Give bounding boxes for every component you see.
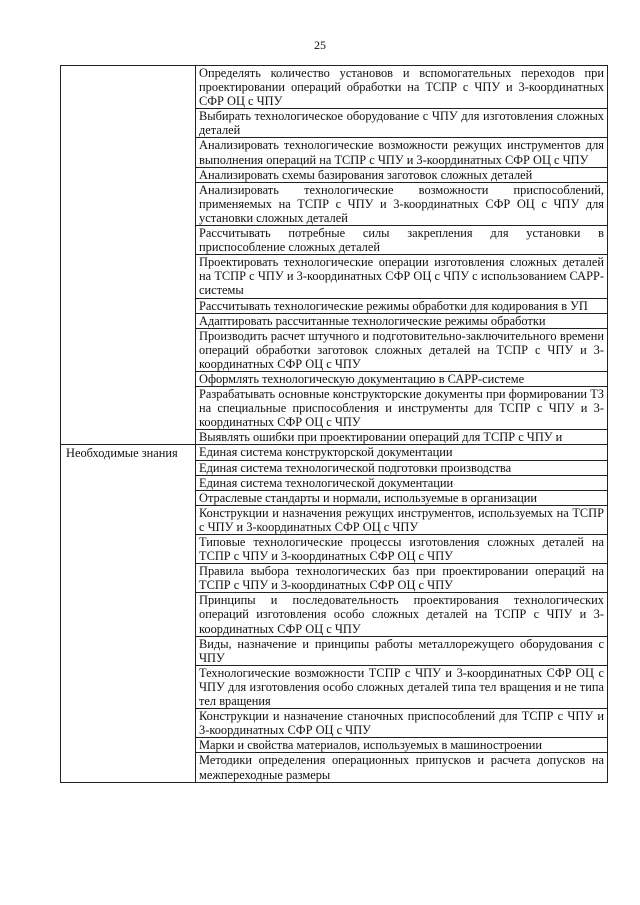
requirement-item: Правила выбора технологических баз при проектировании операций на ТСПР с ЧПУ и 3-координатных СФР ОЦ с ЧПУ	[196, 564, 608, 593]
requirement-item: Оформлять технологическую документацию в САРР-системе	[196, 371, 608, 386]
requirement-item: Разрабатывать основные конструкторские документы при формировании ТЗ на специальные приспособления и инструменты для ТСПР с ЧПУ и 3-координатных СФР ОЦ с ЧПУ	[196, 387, 608, 430]
requirement-item: Марки и свойства материалов, используемых в машиностроении	[196, 738, 608, 753]
requirement-item: Единая система технологической подготовки производства	[196, 460, 608, 475]
requirement-item: Типовые технологические процессы изготовления сложных деталей на ТСПР с ЧПУ и 3-координатных СФР ОЦ с ЧПУ	[196, 535, 608, 564]
requirement-item: Выявлять ошибки при проектировании операций для ТСПР с ЧПУ и	[196, 430, 608, 445]
requirement-item: Конструкции и назначение станочных приспособлений для ТСПР с ЧПУ и 3-координатных СФР ОЦ с ЧПУ	[196, 709, 608, 738]
table-row	[61, 445, 608, 460]
requirement-item: Анализировать схемы базирования заготовок сложных деталей	[196, 167, 608, 182]
requirement-item: Конструкции и назначения режущих инструментов, используемых на ТСПР с ЧПУ и 3-координатных СФР ОЦ с ЧПУ	[196, 505, 608, 534]
page-number: 25	[314, 38, 326, 52]
requirement-item: Производить расчет штучного и подготовительно-заключительного времени операций обработки заготовок сложных деталей на ТСПР с ЧПУ и 3-координатных СФР ОЦ с ЧПУ	[196, 328, 608, 371]
requirement-item: Определять количество установов и вспомогательных переходов при проектировании операций обработки на ТСПР с ЧПУ и 3-координатных СФР ОЦ с ЧПУ	[196, 66, 608, 109]
requirement-item: Технологические возможности ТСПР с ЧПУ и 3-координатных СФР ОЦ с ЧПУ для изготовления особо сложных деталей типа тел вращения и не типа тел вращения	[196, 665, 608, 708]
requirement-item: Виды, назначение и принципы работы металлорежущего оборудования с ЧПУ	[196, 636, 608, 665]
table-body	[61, 66, 608, 783]
requirement-item: Единая система технологической документации	[196, 475, 608, 490]
requirement-item: Единая система конструкторской документации	[196, 445, 608, 460]
requirement-item: Отраслевые стандарты и нормали, используемые в организации	[196, 490, 608, 505]
requirements-table	[60, 65, 608, 783]
table-row	[61, 66, 608, 109]
requirement-item: Анализировать технологические возможности режущих инструментов для выполнения операций на ТСПР с ЧПУ и 3-координатных СФР ОЦ с ЧПУ	[196, 138, 608, 167]
requirement-item: Проектировать технологические операции изготовления сложных деталей на ТСПР с ЧПУ и 3-координатных СФР ОЦ с ЧПУ с использованием САРР-системы	[196, 255, 608, 298]
requirement-item: Методики определения операционных припусков и расчета допусков на межпереходные размеры	[196, 753, 608, 782]
requirement-item: Принципы и последовательность проектирования технологических операций изготовления особо сложных деталей на ТСПР с ЧПУ и 3-координатных СФР ОЦ с ЧПУ	[196, 593, 608, 636]
section-label	[64, 66, 192, 67]
section-label-cell	[61, 66, 196, 445]
requirement-item: Рассчитывать технологические режимы обработки для кодирования в УП	[196, 298, 608, 313]
section-label: Необходимые знания	[66, 446, 178, 461]
requirement-item: Анализировать технологические возможности приспособлений, применяемых на ТСПР с ЧПУ и 3-координатных СФР ОЦ с ЧПУ для установки сложных деталей	[196, 182, 608, 225]
requirement-item: Рассчитывать потребные силы закрепления для установки в приспособление сложных деталей	[196, 226, 608, 255]
requirement-item: Выбирать технологическое оборудование с ЧПУ для изготовления сложных деталей	[196, 109, 608, 138]
requirement-item: Адаптировать рассчитанные технологические режимы обработки	[196, 313, 608, 328]
section-label-cell	[61, 445, 196, 782]
